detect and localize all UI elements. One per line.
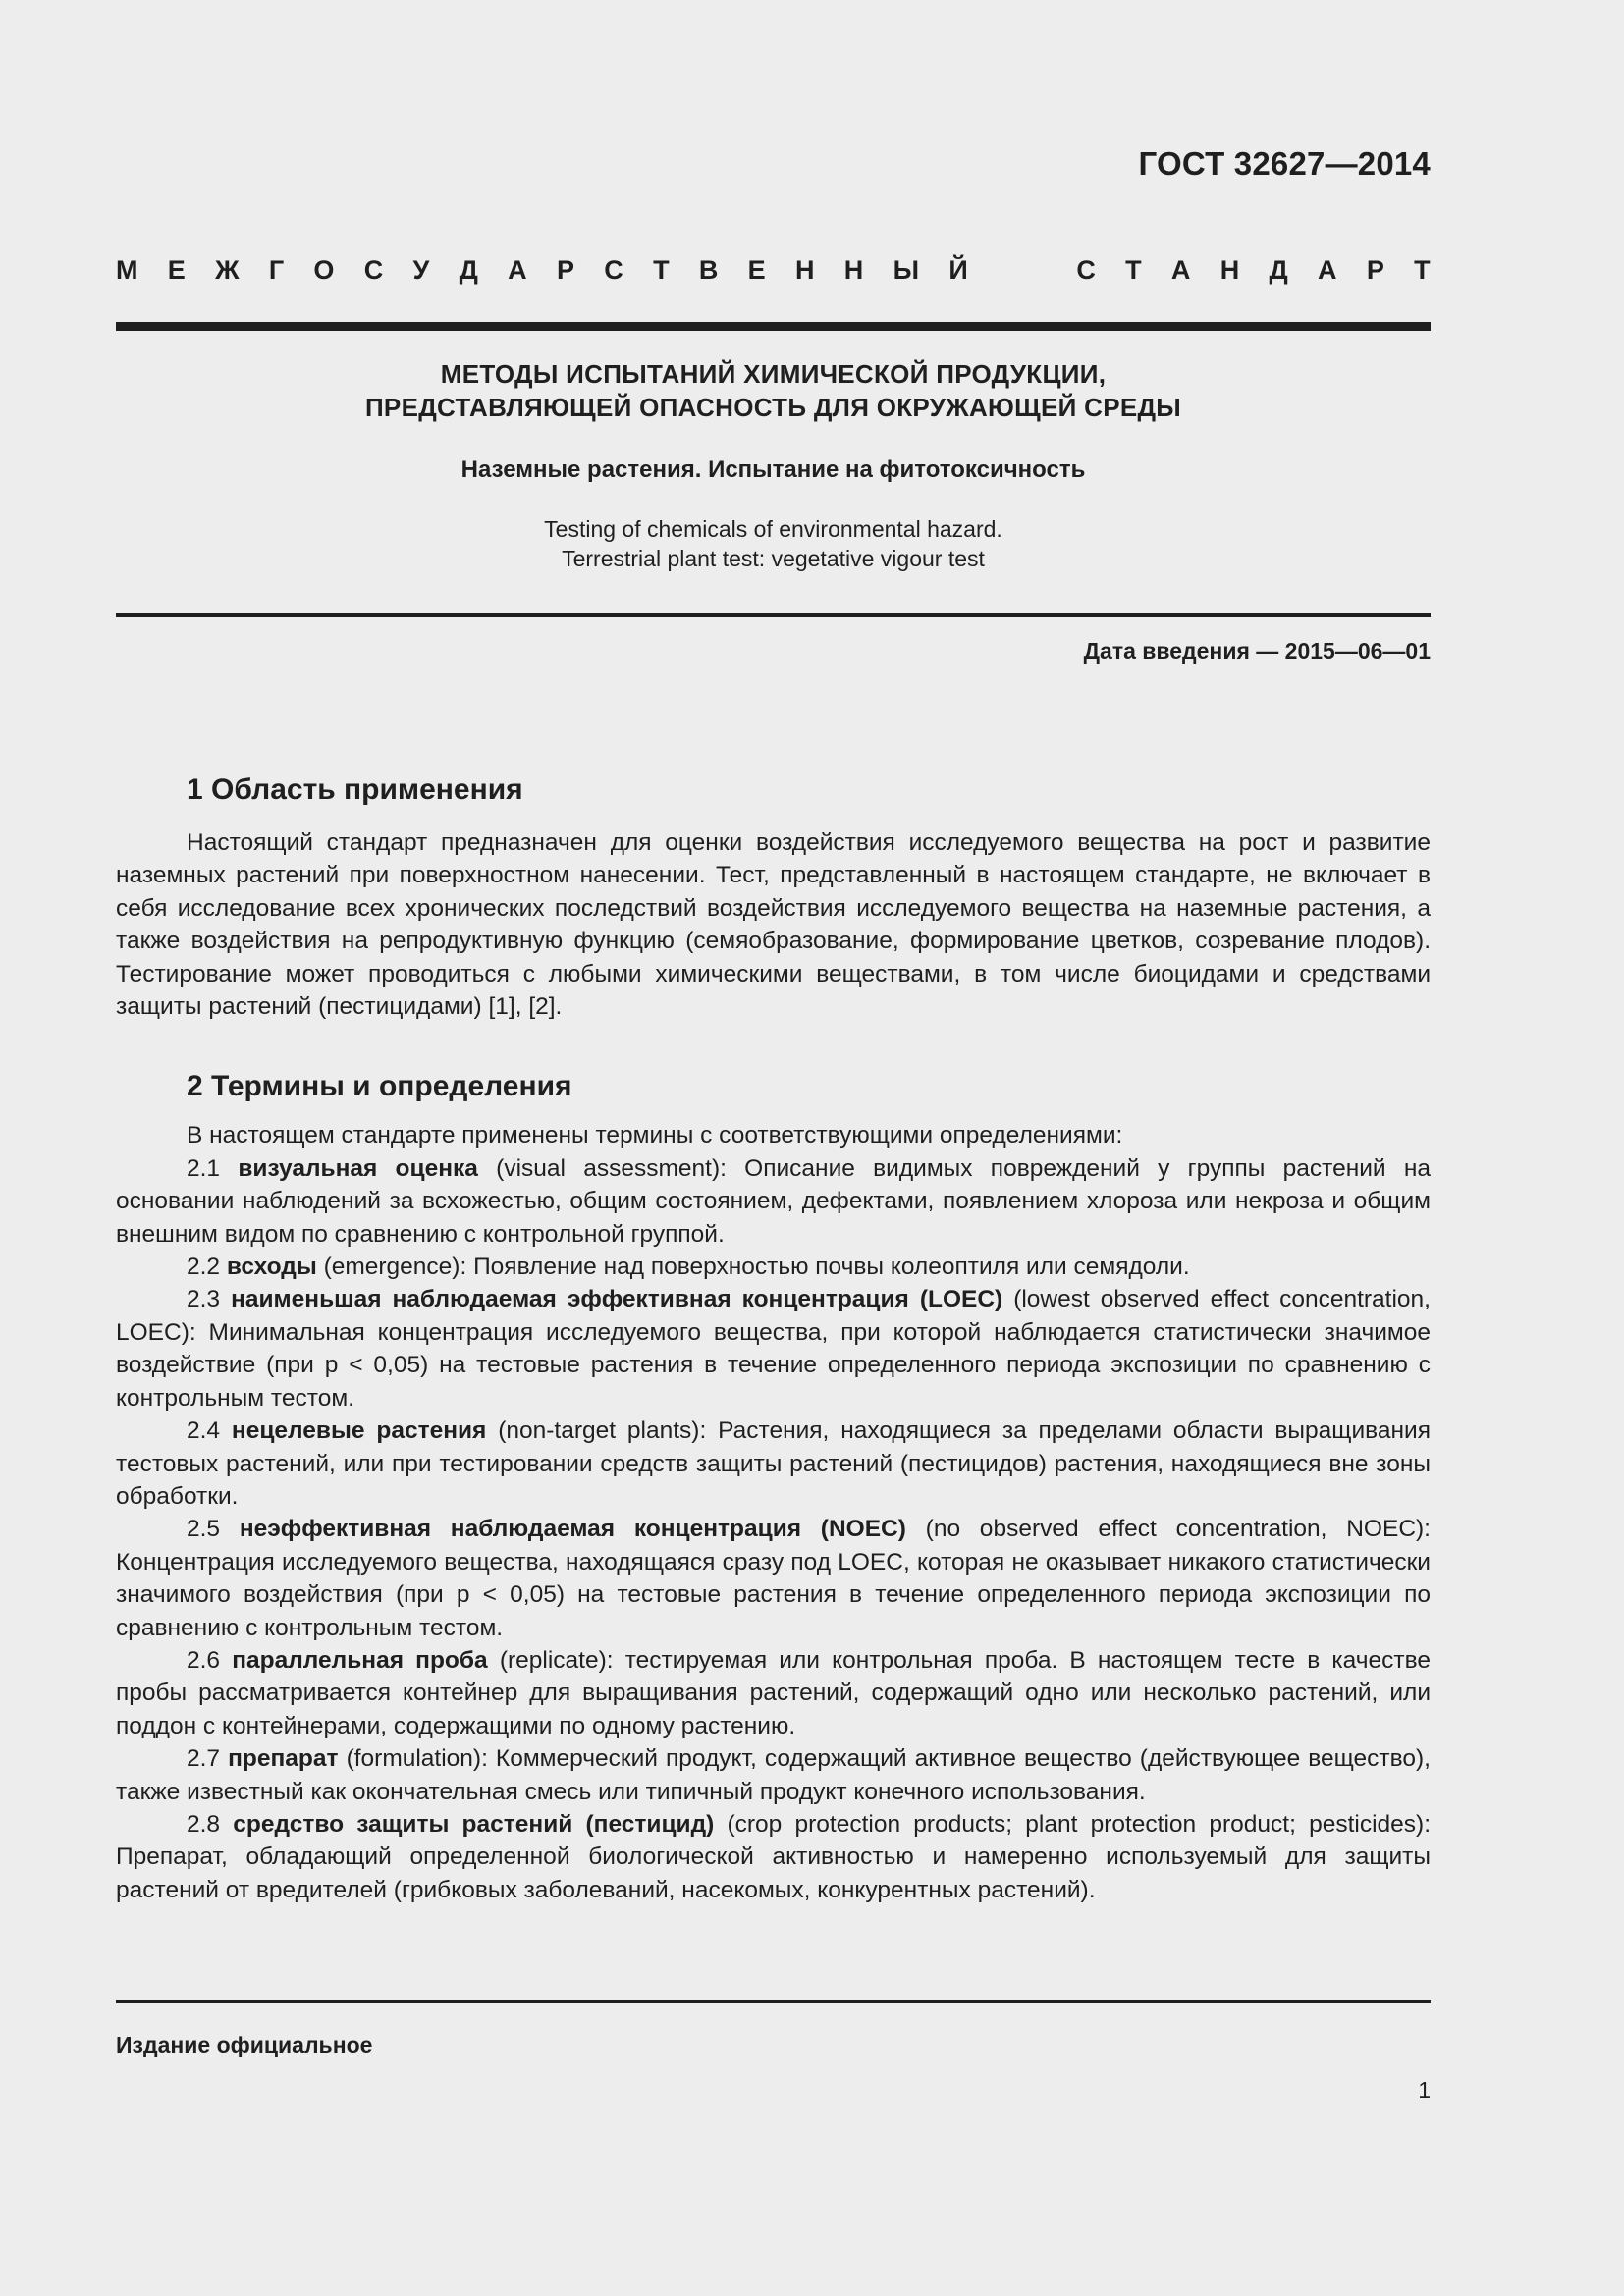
document-body	[116, 766, 1431, 1906]
term-definition	[116, 1283, 1431, 1415]
term-text: (replicate): тестируемая или контрольная проба. В настоящем тесте в качестве пробы рассматривается контейнер для выращивания растений, содержащий одно или несколько растений, или поддон с контейнерами, содержащими по одному растению.	[116, 1646, 1431, 1739]
term-definition	[116, 1742, 1431, 1808]
banner-letter: Н	[1219, 255, 1240, 285]
banner-letter: Е	[747, 255, 766, 285]
banner-letter: Н	[843, 255, 864, 285]
title-line-2: ПРЕДСТАВЛЯЮЩЕЙ ОПАСНОСТЬ ДЛЯ ОКРУЖАЮЩЕЙ СРЕДЫ	[364, 393, 1182, 422]
title-line-1: МЕТОДЫ ИСПЫТАНИЙ ХИМИЧЕСКОЙ ПРОДУКЦИИ,	[440, 359, 1107, 389]
banner-letter: Д	[1269, 255, 1288, 285]
banner-letter: Т	[1414, 255, 1431, 285]
banner-letter: Г	[268, 255, 285, 285]
term-text: (non-target plants): Растения, находящиеся за пределами области выращивания тестовых растений, или при тестировании средств защиты растений (пестицидов) растения, находящиеся вне зоны обработки.	[116, 1417, 1431, 1510]
term-name: наименьшая наблюдаемая эффективная концентрация (LOEC)	[231, 1286, 1003, 1313]
footer-rule	[116, 2000, 1431, 2003]
term-number: 2.5	[187, 1516, 240, 1543]
section-1-heading: 1 Область применения	[187, 774, 523, 806]
banner-letter: О	[313, 255, 335, 285]
banner-letter: Е	[167, 255, 186, 285]
term-number: 2.7	[187, 1745, 229, 1773]
banner-letter: Т	[653, 255, 670, 285]
term-text: (formulation): Коммерческий продукт, содержащий активное вещество (действующее вещество), также известный как окончательная смесь или типичный продукт конечного использования.	[116, 1745, 1431, 1805]
term-text: (visual assessment): Описание видимых повреждений у группы растений на основании наблюдений за всхожестью, общим состоянием, дефектами, появлением хлороза или некроза и общим внешним видом по сравнению с контрольной группой.	[116, 1154, 1432, 1248]
banner-letter: Н	[794, 255, 815, 285]
term-text: (crop protection products; plant protection product; pesticides): Препарат, обладающий определенной биологической активностью и намеренно используемый для защиты растений от вредителей (грибковых заболеваний, насекомых, конкурентных растений).	[116, 1810, 1431, 1903]
title-english-line-2: Terrestrial plant test: vegetative vigour test	[562, 546, 985, 571]
banner-letter: А	[1170, 255, 1191, 285]
banner-letter: У	[412, 255, 430, 285]
section-1-text: Настоящий стандарт предназначен для оценки воздействия исследуемого вещества на рост и развитие наземных растений при поверхностном нанесении. Тест, представленный в настоящем стандарте, не включает в себя исследование всех хронических последствий воздействия исследуемого вещества на наземные растения, а также воздействия на репродуктивную функцию (семяобразование, формирование цветков, созревание плодов). Тестирование может проводиться с любыми химическими веществами, в том числе биоцидами и средствами защиты растений (пестицидами) [1], [2].	[116, 829, 1431, 1021]
banner-gap	[998, 255, 1047, 286]
term-number: 2.6	[187, 1646, 233, 1674]
term-name: визуальная оценка	[238, 1154, 478, 1182]
term-name: параллельная проба	[232, 1646, 488, 1674]
edition-label: Издание официальное	[116, 2032, 373, 2057]
title-english-line-1: Testing of chemicals of environmental hazard.	[544, 516, 1002, 542]
title-rule	[116, 613, 1431, 617]
term-name: неэффективная наблюдаемая концентрация (NOEC)	[239, 1516, 906, 1543]
term-definition	[116, 1415, 1431, 1513]
section-2-heading: 2 Термины и определения	[187, 1070, 572, 1103]
title-block	[116, 357, 1431, 573]
term-definition	[116, 1251, 1431, 1283]
banner-letter: Й	[948, 255, 968, 285]
banner-letter: В	[698, 255, 719, 285]
banner-letter: А	[508, 255, 527, 285]
banner-letter: Р	[556, 255, 574, 285]
title-subtitle: Наземные растения. Испытание на фитотоксичность	[460, 456, 1086, 483]
term-number: 2.2	[187, 1254, 227, 1281]
term-number: 2.3	[187, 1286, 232, 1313]
term-text: (lowest observed effect concentration, LOEC): Минимальная концентрация исследуемого вещества, при которой наблюдается статистически значимое воздействие (при р < 0,05) на тестовые растения в течение определенного периода экспозиции по сравнению с контрольным тестом.	[116, 1286, 1431, 1412]
banner-letter: А	[1318, 255, 1337, 285]
banner-letter: С	[604, 255, 623, 285]
term-name: средство защиты растений (пестицид)	[233, 1810, 715, 1838]
banner-letter: Ы	[893, 255, 920, 285]
section-2-intro: В настоящем стандарте применены термины с соответствующими определениями:	[187, 1122, 1123, 1149]
banner-letter: Ж	[215, 255, 240, 285]
banner-letter: С	[363, 255, 384, 285]
banner-letter: Д	[459, 255, 478, 285]
term-name: всходы	[226, 1254, 317, 1281]
term-name: нецелевые растения	[231, 1417, 487, 1445]
term-definition	[116, 1513, 1431, 1644]
banner-letter: М	[116, 255, 138, 285]
term-number: 2.8	[187, 1810, 234, 1838]
gost-code: ГОСТ 32627—2014	[1138, 145, 1431, 182]
term-number: 2.4	[187, 1417, 232, 1445]
banner-letter: Т	[1125, 255, 1142, 285]
standard-banner	[116, 255, 1431, 286]
term-definition	[116, 1152, 1431, 1251]
term-text: (emergence): Появление над поверхностью почвы колеоптиля или семядоли.	[316, 1254, 1190, 1281]
term-text: (no observed effect concentration, NOEC): Концентрация исследуемого вещества, находящаяся сразу под LOEC, которая не оказывает никакого статистически значимого воздействия (при р < 0,05) на тестовые растения в течение определенного периода экспозиции по сравнению с контрольным тестом.	[116, 1516, 1431, 1641]
term-definition	[116, 1808, 1431, 1906]
document-page	[116, 0, 1431, 2296]
banner-letter: С	[1076, 255, 1096, 285]
introduction-date: Дата введения — 2015—06—01	[1083, 638, 1431, 664]
header-rule	[116, 322, 1431, 331]
terms-list	[116, 1152, 1431, 1906]
term-definition	[116, 1644, 1431, 1742]
page-number: 1	[1418, 2077, 1431, 2103]
term-number: 2.1	[187, 1154, 239, 1182]
term-name: препарат	[228, 1745, 339, 1773]
banner-letter: Р	[1366, 255, 1384, 285]
title-english	[116, 514, 1431, 573]
